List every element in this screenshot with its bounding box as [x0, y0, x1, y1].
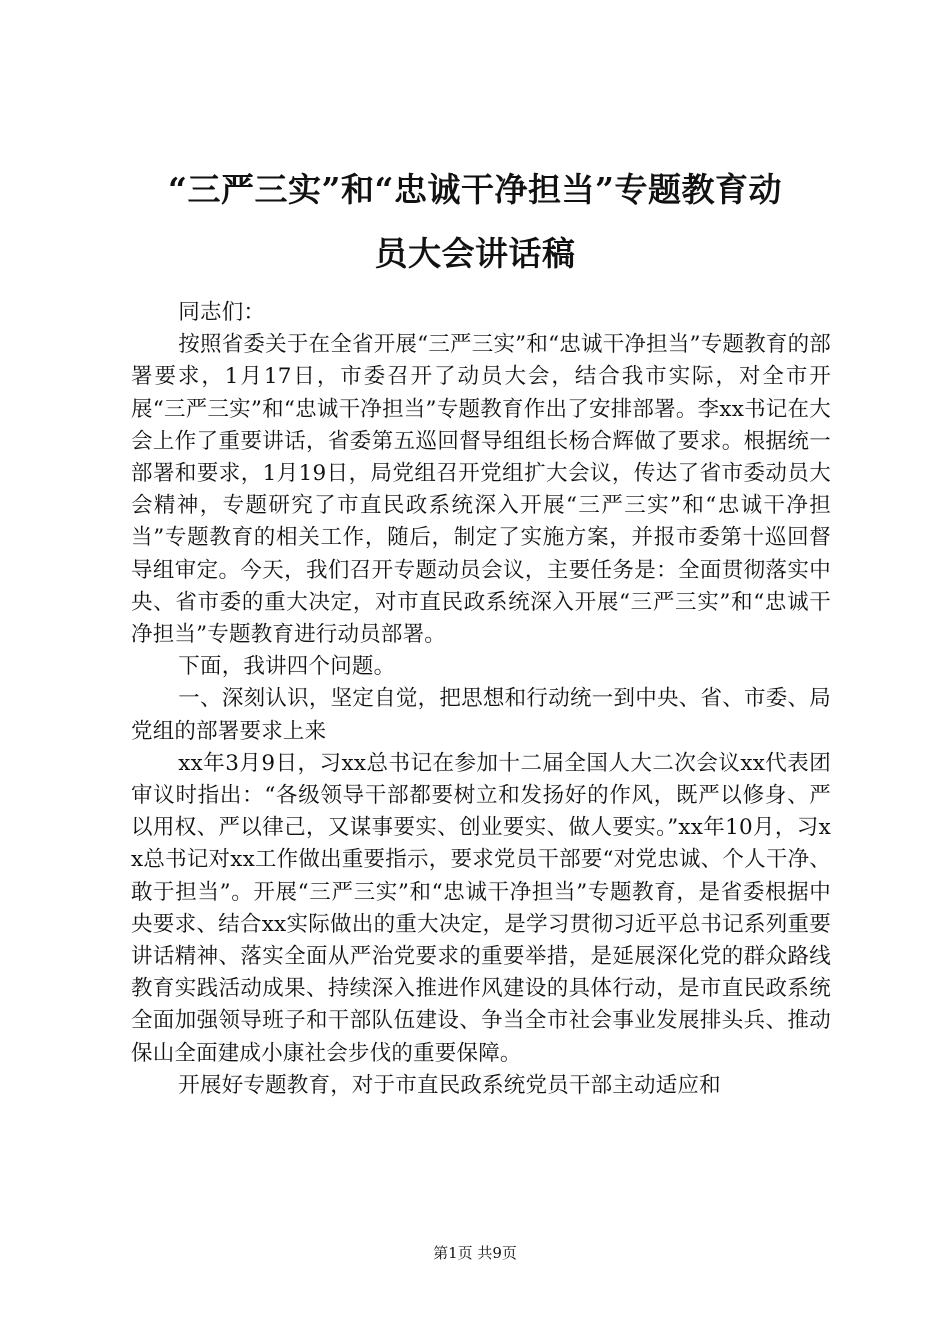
page-footer: 第1页 共9页: [433, 1244, 517, 1262]
paragraph-transition: 下面，我讲四个问题。: [178, 654, 396, 680]
paragraph-intro: 按照省委关于在全省开展“三严三实”和“忠诚干净担当”专题教育的部署要求，1月17日，市委召开了动员大会，结合我市实际，对全市开展“三严三实”和“忠诚干净担当”专题教育作出了安排部署。李xx书记在大会上作了重要讲话，省委第五巡回督导组组长杨合辉做了要求。根据统一部署和要求，1月19日，局党组召开党组扩大会议，传达了省市委动员大会精神，专题研究了市直民政系统深入开展“三严三实”和“忠诚干净担当”专题教育的相关工作，随后，制定了实施方案，并报市委第十巡回督导组审定。今天，我们召开专题动员会议，主要任务是：全面贯彻落实中央、省市委的重大决定，对市直民政系统深入开展“三严三实”和“忠诚干净担当”专题教育进行动员部署。: [131, 332, 831, 648]
document-title: [100, 158, 850, 286]
paragraph-continuation: 开展好专题教育，对于市直民政系统党员干部主动适应和: [178, 1072, 721, 1098]
salutation: 同志们：: [178, 300, 266, 325]
title-line-1: “三严三实”和“忠诚干净担当”专题教育动: [168, 170, 782, 209]
paragraph-section-1: xx年3月9日，习xx总书记在参加十二届全国人大二次会议xx代表团审议时指出：“各级领导干部都要树立和发扬好的作风，既严以修身、严以用权、严以律己，又谋事要实、创业要实、做人要实。”xx年10月，习xx总书记对xx工作做出重要指示，要求党员干部要“对党忠诚、个人干净、敢于担当”。开展“三严三实”和“忠诚干净担当”专题教育，是省委根据中央要求、结合xx实际做出的重大决定，是学习贯彻习近平总书记系列重要讲话精神、落实全面从严治党要求的重要举措，是延展深化党的群众路线教育实践活动成果、持续深入推进作风建设的具体行动，是市直民政系统全面加强领导班子和干部队伍建设、争当全市社会事业发展排头兵、推动保山全面建成小康社会步伐的重要保障。: [131, 750, 831, 1066]
section-heading-1: 一、深刻认识，坚定自觉，把思想和行动统一到中央、省、市委、局党组的部署要求上来: [131, 686, 831, 744]
title-line-2: 员大会讲话稿: [374, 234, 576, 273]
document-body: [131, 297, 831, 1102]
